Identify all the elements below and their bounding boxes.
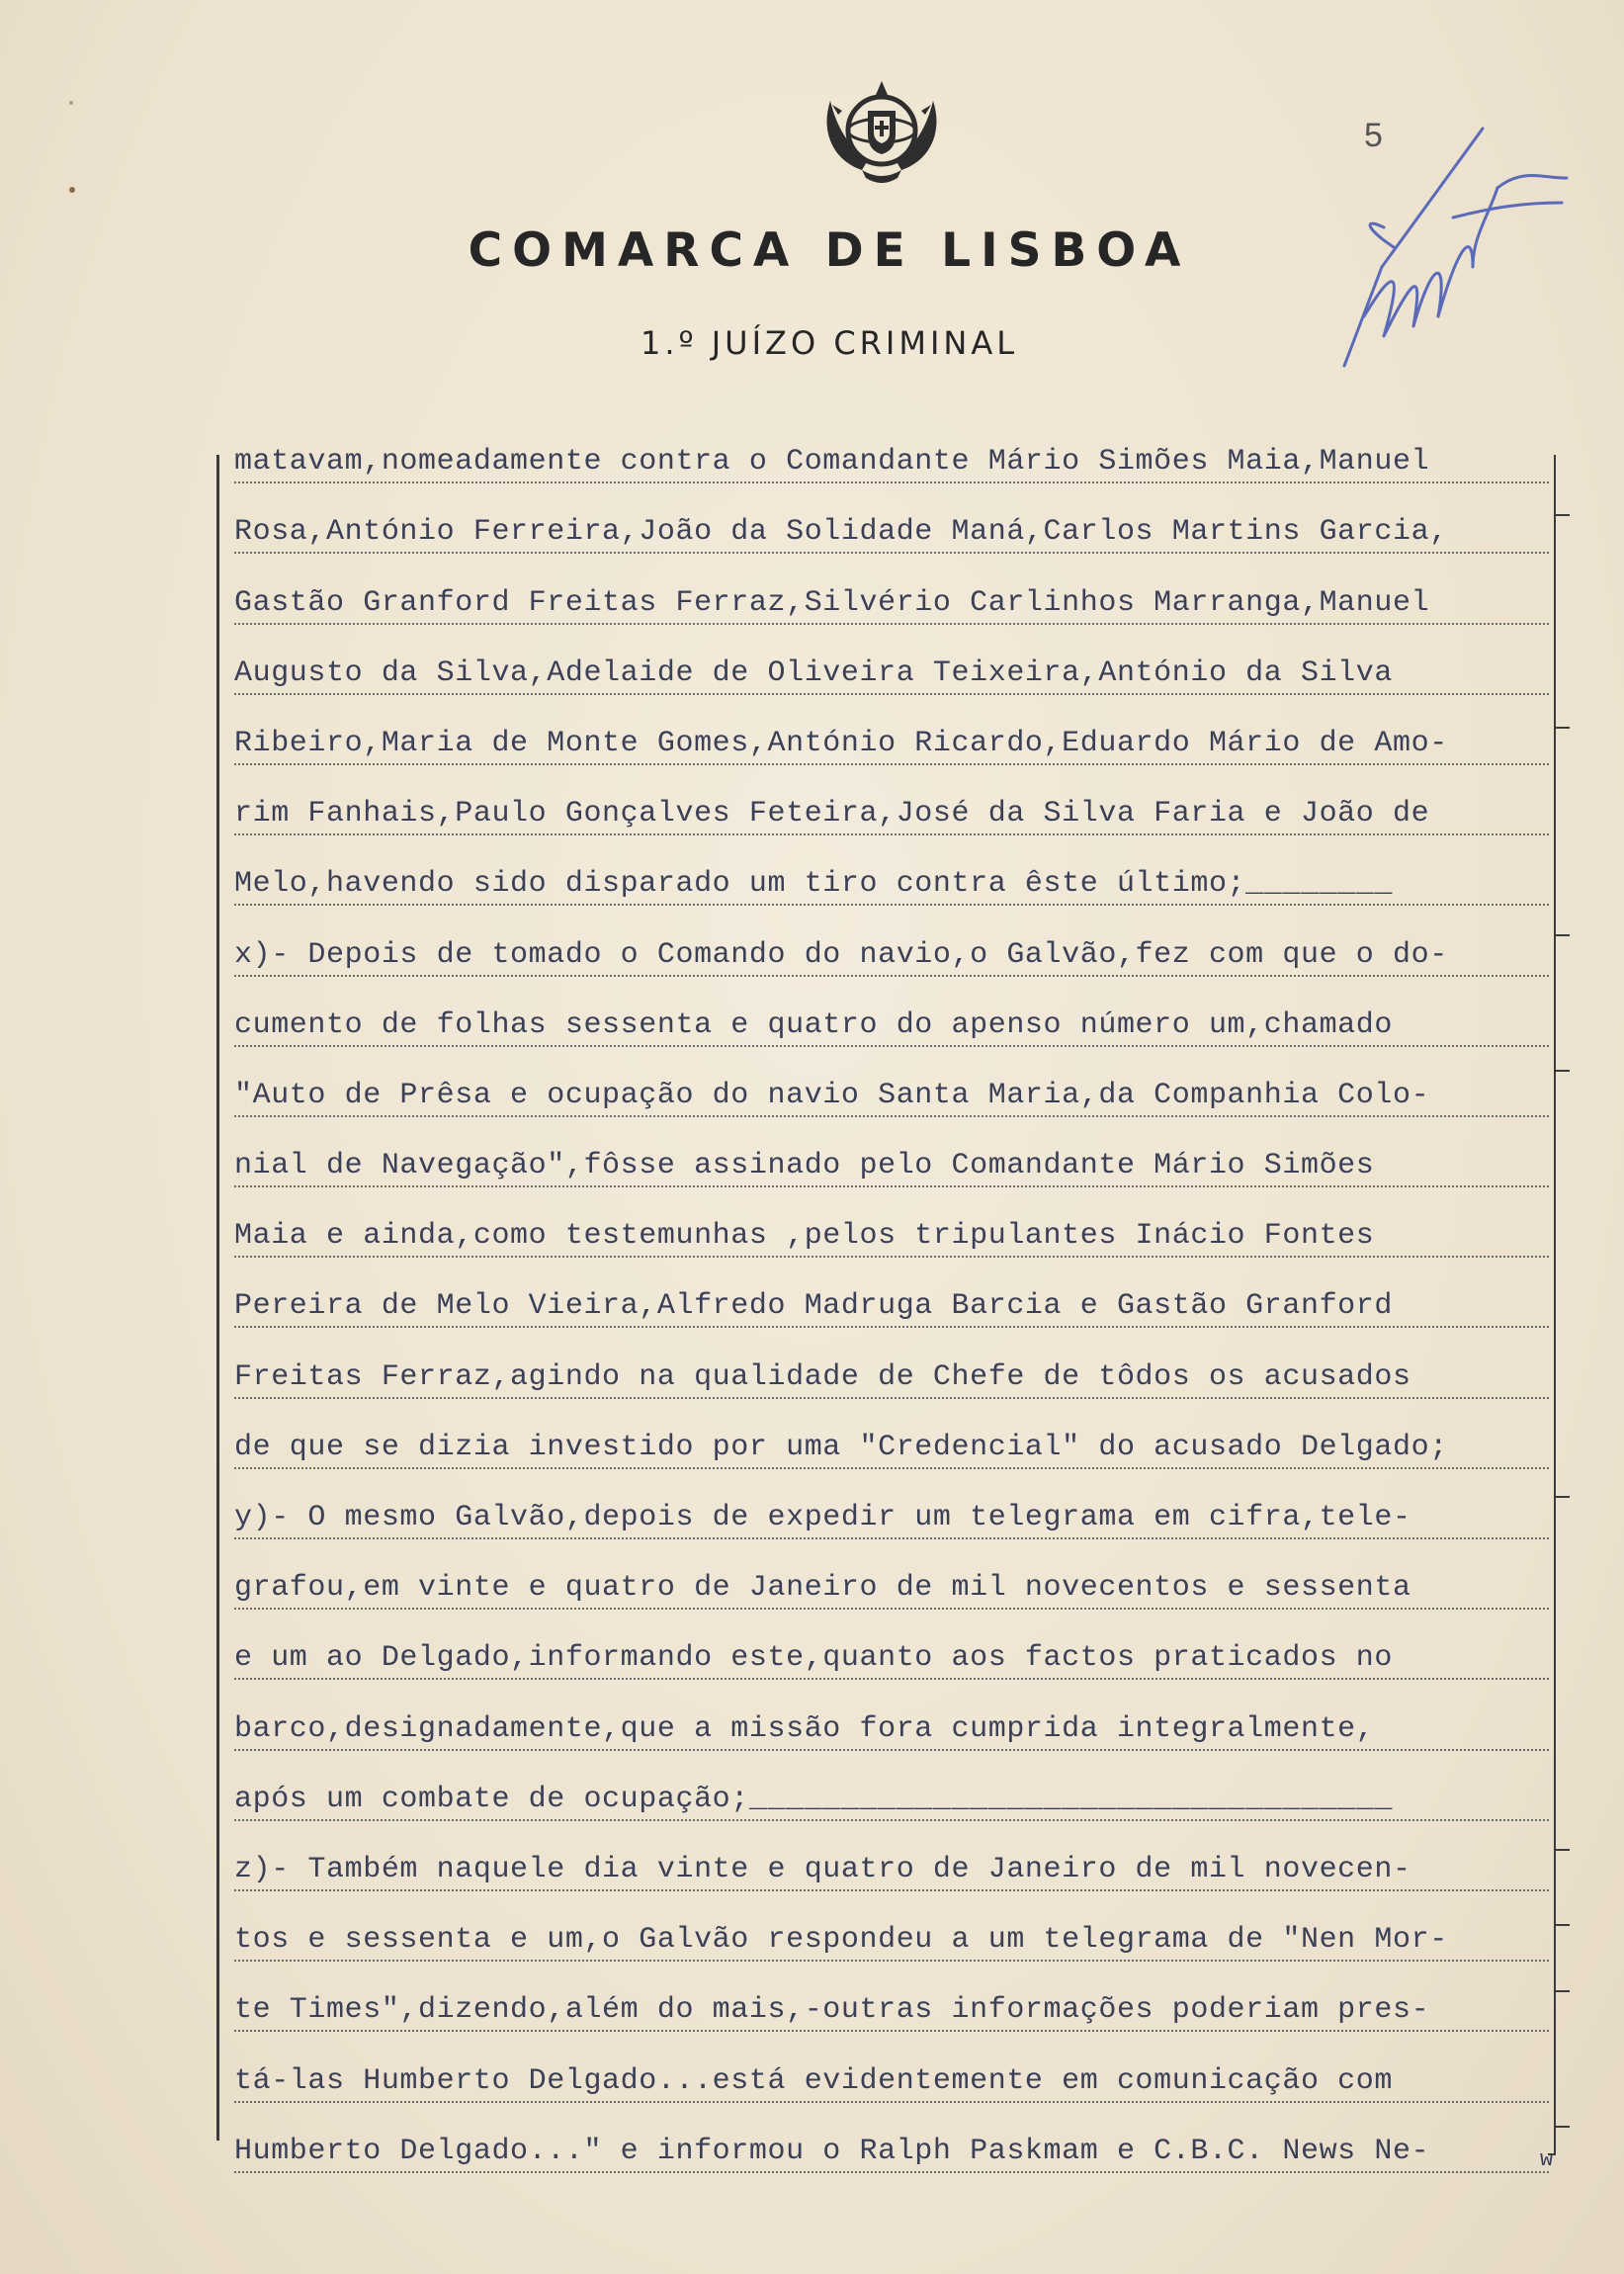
page-number: 5 (1364, 117, 1383, 154)
text-line: nial de Navegação",fôsse assinado pelo Comandante Mário Simões (234, 1123, 1549, 1193)
text-line: Rosa,António Ferreira,João da Solidade Maná,Carlos Martins Garcia, (234, 489, 1549, 560)
text-line: Ribeiro,Maria de Monte Gomes,António Ricardo,Eduardo Mário de Amo- (234, 701, 1549, 771)
text-line: Humberto Delgado..." e informou o Ralph Paskmam e C.B.C. News Ne- (234, 2109, 1549, 2179)
margin-tick (1556, 727, 1570, 729)
text-line: após um combate de ocupação;___________________________________ (234, 1757, 1549, 1827)
text-line: Augusto da Silva,Adelaide de Oliveira Teixeira,António da Silva (234, 631, 1549, 701)
text-line: x)- Depois de tomado o Comando do navio,o Galvão,fez com que o do- (234, 912, 1549, 982)
document-body (234, 419, 1549, 2179)
margin-tick (1556, 1496, 1570, 1498)
margin-tick (1556, 1849, 1570, 1851)
text-line: "Auto de Prêsa e ocupação do navio Santa Maria,da Companhia Colo- (234, 1053, 1549, 1123)
margin-specks (67, 99, 77, 218)
court-subtitle: 1.º JUÍZO CRIMINAL (640, 324, 1019, 362)
margin-tick (1556, 1070, 1570, 1072)
right-margin-rule (1554, 455, 1556, 2155)
text-line: e um ao Delgado,informando este,quanto aos factos praticados no (234, 1616, 1549, 1686)
text-line: y)- O mesmo Galvão,depois de expedir um telegrama em cifra,tele- (234, 1475, 1549, 1545)
text-line: Melo,havendo sido disparado um tiro contra êste último;________ (234, 841, 1549, 912)
margin-tick (1556, 514, 1570, 516)
margin-tick (1556, 934, 1570, 936)
text-line: rim Fanhais,Paulo Gonçalves Feteira,José da Silva Faria e João de (234, 771, 1549, 841)
text-line: tá-las Humberto Delgado...está evidentemente em comunicação com (234, 2038, 1549, 2108)
margin-tick (1556, 1990, 1570, 1992)
text-line: Pereira de Melo Vieira,Alfredo Madruga Barcia e Gastão Granford (234, 1264, 1549, 1334)
text-line: Freitas Ferraz,agindo na qualidade de Chefe de tôdos os acusados (234, 1334, 1549, 1404)
left-margin-rule (216, 455, 219, 2141)
margin-tick (1556, 1924, 1570, 1926)
text-line: Gastão Granford Freitas Ferraz,Silvério Carlinhos Marranga,Manuel (234, 560, 1549, 630)
text-line: z)- Também naquele dia vinte e quatro de Janeiro de mil novecen- (234, 1827, 1549, 1897)
court-title: COMARCA DE LISBOA (468, 223, 1191, 278)
text-line: matavam,nomeadamente contra o Comandante Mário Simões Maia,Manuel (234, 419, 1549, 489)
text-line: cumento de folhas sessenta e quatro do apenso número um,chamado (234, 983, 1549, 1053)
coat-of-arms-icon (803, 71, 961, 190)
text-line: barco,designadamente,que a missão fora cumprida integralmente, (234, 1686, 1549, 1756)
text-line: te Times",dizendo,além do mais,-outras informações poderiam pres- (234, 1968, 1549, 2038)
text-line: Maia e ainda,como testemunhas ,pelos tripulantes Inácio Fontes (234, 1193, 1549, 1264)
text-line: de que se dizia investido por uma "Credencial" do acusado Delgado; (234, 1405, 1549, 1475)
text-line: grafou,em vinte e quatro de Janeiro de mil novecentos e sessenta (234, 1545, 1549, 1616)
margin-tick (1556, 2126, 1570, 2128)
text-line: tos e sessenta e um,o Galvão respondeu a um telegrama de "Nen Mor- (234, 1897, 1549, 1968)
line-overflow-letter: w (1540, 2147, 1554, 2172)
